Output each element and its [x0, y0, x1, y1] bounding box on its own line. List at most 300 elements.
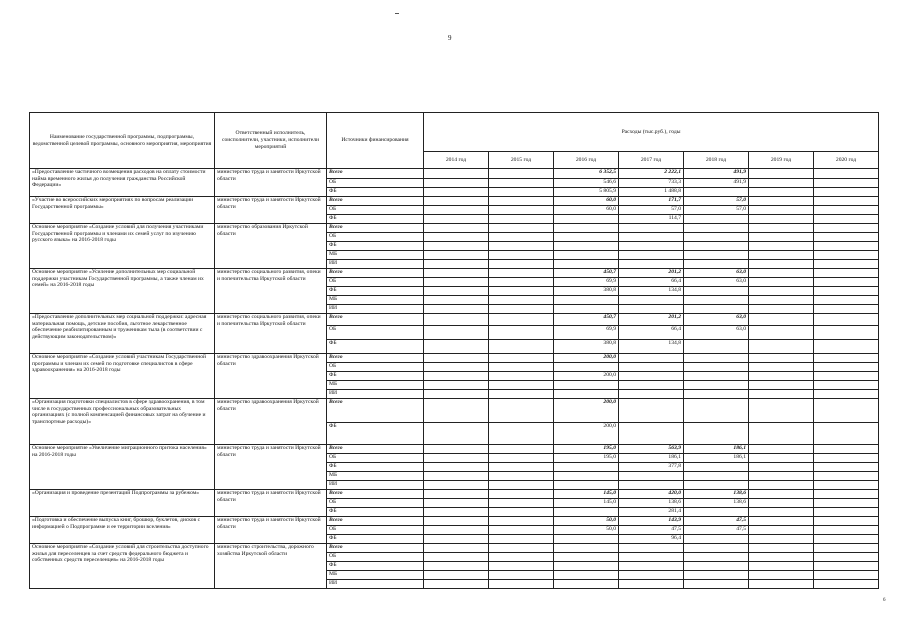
expense-value-cell — [749, 269, 814, 278]
expense-value-cell — [749, 169, 814, 179]
expense-value-cell: 733,3 — [619, 179, 684, 188]
expense-value-cell — [814, 269, 879, 278]
expense-value-cell — [749, 197, 814, 206]
expense-value-cell — [489, 354, 554, 363]
expense-value-cell — [619, 399, 684, 423]
expense-value-cell — [684, 423, 749, 445]
funding-source-cell: ФБ — [327, 287, 424, 296]
expense-value-cell — [749, 553, 814, 562]
expense-value-cell — [749, 544, 814, 553]
expense-value-cell: 66,4 — [619, 278, 684, 287]
expense-value-cell: 377,8 — [619, 463, 684, 472]
expense-value-cell — [489, 526, 554, 535]
expense-value-cell: 171,7 — [619, 197, 684, 206]
expense-value-cell: 186,1 — [684, 445, 749, 454]
expense-value-cell — [489, 372, 554, 381]
expense-value-cell — [619, 580, 684, 589]
expense-value-cell: 380,8 — [554, 340, 619, 354]
expense-value-cell — [684, 472, 749, 481]
expense-value-cell — [489, 481, 554, 490]
expense-value-cell — [554, 251, 619, 260]
expense-value-cell — [424, 571, 489, 580]
budget-table — [29, 112, 879, 589]
page-number: 9 — [448, 34, 452, 42]
expense-value-cell: 281,4 — [619, 508, 684, 517]
expense-value-cell: 563,9 — [619, 445, 684, 454]
expense-value-cell — [749, 481, 814, 490]
executor-cell: министерство социального развития, опеки и попечительства Иркутской области — [215, 269, 327, 314]
expense-value-cell — [489, 287, 554, 296]
expense-value-cell — [619, 251, 684, 260]
expense-value-cell — [684, 251, 749, 260]
program-name-cell: «Подготовка и обеспечение выпуска книг, брошюр, буклетов, дисков с информацией о Подпрограмме и ее территории вселения» — [30, 517, 215, 544]
expense-value-cell — [749, 296, 814, 305]
expense-value-cell — [489, 535, 554, 544]
expense-value-cell — [489, 179, 554, 188]
expense-value-cell — [684, 188, 749, 197]
expense-value-cell — [749, 526, 814, 535]
expense-value-cell: 134,8 — [619, 287, 684, 296]
executor-cell: министерство строительства, дорожного хозяйства Иркутской области — [215, 544, 327, 589]
expense-value-cell — [424, 305, 489, 314]
funding-source-cell: ФБ — [327, 188, 424, 197]
expense-value-cell — [749, 580, 814, 589]
expense-value-cell — [554, 463, 619, 472]
expense-value-cell — [424, 354, 489, 363]
expense-value-cell: 195,0 — [554, 445, 619, 454]
expense-value-cell — [749, 535, 814, 544]
table-row — [30, 314, 879, 326]
expense-value-cell — [489, 580, 554, 589]
expense-value-cell — [424, 233, 489, 242]
expense-value-cell — [814, 445, 879, 454]
funding-source-cell: ФБ — [327, 340, 424, 354]
expense-value-cell — [489, 517, 554, 526]
expense-value-cell — [424, 517, 489, 526]
table-row — [30, 354, 879, 363]
header-year: 2016 год — [554, 152, 619, 169]
expense-value-cell — [619, 481, 684, 490]
expense-value-cell: 200,0 — [554, 372, 619, 381]
expense-value-cell: 200,0 — [554, 399, 619, 423]
expense-value-cell: 60,0 — [554, 206, 619, 215]
expense-value-cell — [749, 445, 814, 454]
expense-value-cell — [749, 260, 814, 269]
expense-value-cell — [489, 296, 554, 305]
expense-value-cell — [684, 233, 749, 242]
expense-value-cell: 50,0 — [554, 526, 619, 535]
program-name-cell: «Участие во всероссийских мероприятиях по вопросам реализации Государственной программы» — [30, 197, 215, 224]
expense-value-cell — [424, 363, 489, 372]
expense-value-cell — [814, 188, 879, 197]
funding-source-cell: ОБ — [327, 206, 424, 215]
expense-value-cell: 47,5 — [619, 526, 684, 535]
executor-cell: министерство труда и занятости Иркутской области — [215, 517, 327, 544]
expense-value-cell — [619, 363, 684, 372]
funding-source-cell: ОБ — [327, 179, 424, 188]
program-name-cell: Основное мероприятие «Усиление дополнительных мер социальной поддержки участникам Государственной программы, а также членам их семей» на 2016-2018 годы — [30, 269, 215, 314]
funding-source-cell: ИИ — [327, 481, 424, 490]
table-row — [30, 269, 879, 278]
expense-value-cell — [424, 251, 489, 260]
expense-value-cell — [749, 206, 814, 215]
expense-value-cell — [424, 580, 489, 589]
expense-value-cell — [684, 260, 749, 269]
expense-value-cell — [424, 544, 489, 553]
expense-value-cell — [489, 197, 554, 206]
side-mark: 6 — [883, 598, 886, 603]
expense-value-cell — [749, 251, 814, 260]
expense-value-cell — [424, 490, 489, 499]
expense-value-cell — [814, 287, 879, 296]
expense-value-cell — [554, 381, 619, 390]
expense-value-cell — [619, 354, 684, 363]
expense-value-cell — [424, 169, 489, 179]
expense-value-cell — [424, 508, 489, 517]
expense-value-cell — [749, 188, 814, 197]
executor-cell: министерство труда и занятости Иркутской области — [215, 169, 327, 197]
expense-value-cell: 57,0 — [684, 206, 749, 215]
expense-value-cell — [814, 251, 879, 260]
funding-source-cell: Всего — [327, 197, 424, 206]
expense-value-cell — [814, 490, 879, 499]
header-source: Источники финансирования — [327, 113, 424, 169]
expense-value-cell — [814, 314, 879, 326]
expense-value-cell — [684, 571, 749, 580]
executor-cell: министерство труда и занятости Иркутской области — [215, 445, 327, 490]
expense-value-cell — [424, 197, 489, 206]
expense-value-cell — [684, 463, 749, 472]
header-expenses: Расходы (тыс.руб.), годы — [424, 113, 879, 152]
expense-value-cell: 60,0 — [554, 197, 619, 206]
expense-value-cell — [684, 381, 749, 390]
expense-value-cell — [814, 260, 879, 269]
expense-value-cell — [749, 340, 814, 354]
expense-value-cell — [749, 381, 814, 390]
expense-value-cell — [684, 340, 749, 354]
expense-value-cell — [814, 206, 879, 215]
expense-value-cell — [489, 445, 554, 454]
expense-value-cell: 195,0 — [554, 454, 619, 463]
expense-value-cell — [684, 562, 749, 571]
expense-value-cell — [424, 399, 489, 423]
expense-value-cell: 546,6 — [554, 179, 619, 188]
expense-value-cell — [554, 553, 619, 562]
expense-value-cell — [424, 499, 489, 508]
program-name-cell: «Организация подготовки специалистов в сфере здравоохранения, в том числе в государственных профессиональных образовательных организациях (с полной компенсацией финансовых затрат на обучение и транспортные расходы)» — [30, 399, 215, 445]
expense-value-cell — [749, 215, 814, 224]
header-year: 2014 год — [424, 152, 489, 169]
expense-value-cell — [424, 206, 489, 215]
expense-value-cell — [489, 562, 554, 571]
funding-source-cell: ИИ — [327, 580, 424, 589]
expense-value-cell — [814, 463, 879, 472]
expense-value-cell — [814, 517, 879, 526]
expense-value-cell — [814, 372, 879, 381]
expense-value-cell — [749, 354, 814, 363]
expense-value-cell — [489, 508, 554, 517]
table-row — [30, 490, 879, 499]
expense-value-cell — [814, 363, 879, 372]
expense-value-cell — [424, 340, 489, 354]
expense-value-cell — [489, 233, 554, 242]
expense-value-cell — [749, 499, 814, 508]
program-name-cell: Основное мероприятие «Создание условий участникам Государственной программы и членам их семей по подготовке специалистов в сфере здравоохранения» на 2016-2018 годы — [30, 354, 215, 399]
expense-value-cell: 200,0 — [554, 423, 619, 445]
expense-value-cell — [619, 544, 684, 553]
expense-value-cell: 96,4 — [619, 535, 684, 544]
funding-source-cell: ОБ — [327, 363, 424, 372]
expense-value-cell — [489, 188, 554, 197]
expense-value-cell — [749, 517, 814, 526]
expense-value-cell — [749, 399, 814, 423]
expense-value-cell — [814, 553, 879, 562]
expense-value-cell — [814, 197, 879, 206]
funding-source-cell: Всего — [327, 445, 424, 454]
expense-value-cell — [684, 481, 749, 490]
expense-value-cell — [814, 326, 879, 340]
expense-value-cell — [554, 305, 619, 314]
expense-value-cell — [424, 562, 489, 571]
expense-value-cell — [814, 535, 879, 544]
expense-value-cell — [554, 296, 619, 305]
expense-value-cell — [814, 169, 879, 179]
executor-cell: министерство образования Иркутской области — [215, 224, 327, 269]
expense-value-cell — [489, 206, 554, 215]
program-name-cell: «Организация и проведение презентаций Подпрограммы за рубежом» — [30, 490, 215, 517]
header-year: 2015 год — [489, 152, 554, 169]
expense-value-cell — [749, 363, 814, 372]
funding-source-cell: ОБ — [327, 499, 424, 508]
expense-value-cell — [489, 490, 554, 499]
expense-value-cell — [424, 423, 489, 445]
expense-value-cell — [554, 472, 619, 481]
expense-value-cell — [684, 580, 749, 589]
executor-cell: министерство здравоохранения Иркутской области — [215, 399, 327, 445]
expense-value-cell — [749, 287, 814, 296]
funding-source-cell: Всего — [327, 544, 424, 553]
expense-value-cell: 200,0 — [554, 354, 619, 363]
table-row — [30, 224, 879, 233]
header-year: 2019 год — [749, 152, 814, 169]
expense-value-cell — [424, 553, 489, 562]
expense-value-cell — [749, 242, 814, 251]
expense-value-cell: 138,6 — [619, 499, 684, 508]
expense-value-cell — [814, 454, 879, 463]
funding-source-cell: ФБ — [327, 535, 424, 544]
expense-value-cell — [489, 169, 554, 179]
expense-value-cell: 450,7 — [554, 269, 619, 278]
expense-value-cell: 145,0 — [554, 499, 619, 508]
expense-value-cell — [684, 363, 749, 372]
funding-source-cell: ИИ — [327, 305, 424, 314]
header-year: 2018 год — [684, 152, 749, 169]
expense-value-cell — [814, 580, 879, 589]
expense-value-cell — [424, 224, 489, 233]
expense-value-cell: 145,0 — [554, 490, 619, 499]
expense-value-cell — [814, 381, 879, 390]
expense-value-cell — [684, 305, 749, 314]
expense-value-cell — [489, 499, 554, 508]
funding-source-cell: Всего — [327, 490, 424, 499]
expense-value-cell — [554, 571, 619, 580]
expense-value-cell — [554, 233, 619, 242]
expense-value-cell — [749, 326, 814, 340]
expense-value-cell — [749, 423, 814, 445]
expense-value-cell: 2 222,1 — [619, 169, 684, 179]
expense-value-cell — [489, 305, 554, 314]
expense-value-cell — [814, 354, 879, 363]
expense-value-cell: 138,6 — [684, 499, 749, 508]
expense-value-cell: 201,2 — [619, 314, 684, 326]
expense-value-cell: 63,0 — [684, 269, 749, 278]
expense-value-cell — [424, 215, 489, 224]
executor-cell: министерство социального развития, опеки и попечительства Иркутской области — [215, 314, 327, 354]
expense-value-cell — [684, 390, 749, 399]
expense-value-cell — [489, 381, 554, 390]
funding-source-cell: ОБ — [327, 526, 424, 535]
expense-value-cell — [619, 571, 684, 580]
expense-value-cell — [749, 454, 814, 463]
expense-value-cell — [684, 399, 749, 423]
expense-value-cell — [424, 269, 489, 278]
expense-value-cell — [489, 242, 554, 251]
expense-value-cell — [749, 463, 814, 472]
expense-value-cell — [424, 179, 489, 188]
expense-value-cell: 186,1 — [619, 454, 684, 463]
expense-value-cell — [814, 224, 879, 233]
expense-value-cell — [489, 390, 554, 399]
expense-value-cell — [749, 490, 814, 499]
expense-value-cell — [814, 508, 879, 517]
expense-value-cell — [554, 580, 619, 589]
expense-value-cell — [814, 215, 879, 224]
expense-value-cell — [489, 215, 554, 224]
funding-source-cell: ФБ — [327, 215, 424, 224]
scan-mark — [395, 13, 399, 14]
expense-value-cell: 143,9 — [619, 517, 684, 526]
expense-value-cell — [554, 224, 619, 233]
expense-value-cell — [424, 242, 489, 251]
expense-value-cell — [814, 399, 879, 423]
expense-value-cell — [424, 314, 489, 326]
expense-value-cell: 47,5 — [684, 526, 749, 535]
expense-value-cell — [749, 305, 814, 314]
expense-value-cell — [814, 562, 879, 571]
expense-value-cell — [684, 508, 749, 517]
expense-value-cell — [489, 278, 554, 287]
funding-source-cell: МБ — [327, 296, 424, 305]
expense-value-cell — [684, 242, 749, 251]
expense-value-cell — [684, 535, 749, 544]
funding-source-cell: ФБ — [327, 372, 424, 381]
expense-value-cell — [684, 224, 749, 233]
expense-value-cell — [554, 535, 619, 544]
expense-value-cell — [424, 278, 489, 287]
expense-value-cell: 380,8 — [554, 287, 619, 296]
expense-value-cell — [554, 508, 619, 517]
expense-value-cell: 450,7 — [554, 314, 619, 326]
expense-value-cell — [554, 390, 619, 399]
expense-value-cell — [489, 363, 554, 372]
expense-value-cell — [489, 423, 554, 445]
expense-value-cell — [489, 224, 554, 233]
expense-value-cell — [684, 354, 749, 363]
expense-value-cell — [619, 472, 684, 481]
expense-value-cell — [749, 472, 814, 481]
expense-value-cell — [749, 179, 814, 188]
expense-value-cell — [554, 242, 619, 251]
expense-value-cell — [684, 553, 749, 562]
expense-value-cell — [424, 381, 489, 390]
expense-value-cell — [489, 571, 554, 580]
expense-value-cell — [619, 423, 684, 445]
expense-value-cell — [814, 481, 879, 490]
table-row — [30, 445, 879, 454]
executor-cell: министерство труда и занятости Иркутской области — [215, 197, 327, 224]
expense-value-cell — [749, 372, 814, 381]
expense-value-cell: 5 805,9 — [554, 188, 619, 197]
expense-value-cell — [749, 314, 814, 326]
expense-value-cell — [684, 287, 749, 296]
funding-source-cell: Всего — [327, 354, 424, 363]
expense-value-cell — [684, 544, 749, 553]
expense-value-cell — [554, 544, 619, 553]
expense-value-cell: 69,9 — [554, 278, 619, 287]
expense-value-cell — [554, 562, 619, 571]
funding-source-cell: МБ — [327, 381, 424, 390]
table-row — [30, 544, 879, 553]
table-row — [30, 517, 879, 526]
expense-value-cell — [424, 287, 489, 296]
expense-value-cell — [619, 390, 684, 399]
funding-source-cell: Всего — [327, 517, 424, 526]
expense-value-cell: 63,0 — [684, 326, 749, 340]
header-year: 2020 год — [814, 152, 879, 169]
expense-value-cell: 420,0 — [619, 490, 684, 499]
program-name-cell: Основное мероприятие «Увеличение миграционного притока населения» на 2016-2018 годы — [30, 445, 215, 490]
funding-source-cell: МБ — [327, 571, 424, 580]
expense-value-cell: 47,5 — [684, 517, 749, 526]
expense-value-cell — [814, 423, 879, 445]
expense-value-cell — [619, 305, 684, 314]
expense-value-cell — [554, 363, 619, 372]
expense-value-cell — [814, 571, 879, 580]
header-executor: Ответственный исполнитель, соисполнители, участники, исполнители мероприятий — [215, 113, 327, 169]
expense-value-cell: 63,0 — [684, 314, 749, 326]
expense-value-cell — [814, 499, 879, 508]
expense-value-cell — [619, 553, 684, 562]
table-row — [30, 169, 879, 179]
funding-source-cell: ОБ — [327, 233, 424, 242]
expense-value-cell — [489, 251, 554, 260]
expense-value-cell — [424, 472, 489, 481]
expense-value-cell: 491,9 — [684, 169, 749, 179]
expense-value-cell — [749, 224, 814, 233]
expense-value-cell — [554, 481, 619, 490]
expense-value-cell — [424, 535, 489, 544]
program-name-cell: Основное мероприятие «Создание условий для строительства доступного жилья для переселенцев за счет средств федерального бюджета и собственных средств переселенцев» на 2016-2018 годы — [30, 544, 215, 589]
expense-value-cell: 134,8 — [619, 340, 684, 354]
expense-value-cell — [684, 296, 749, 305]
expense-value-cell — [489, 269, 554, 278]
funding-source-cell: ФБ — [327, 508, 424, 517]
expense-value-cell — [489, 544, 554, 553]
funding-source-cell: ФБ — [327, 463, 424, 472]
expense-value-cell — [424, 526, 489, 535]
expense-value-cell: 57,0 — [619, 206, 684, 215]
expense-value-cell — [424, 390, 489, 399]
